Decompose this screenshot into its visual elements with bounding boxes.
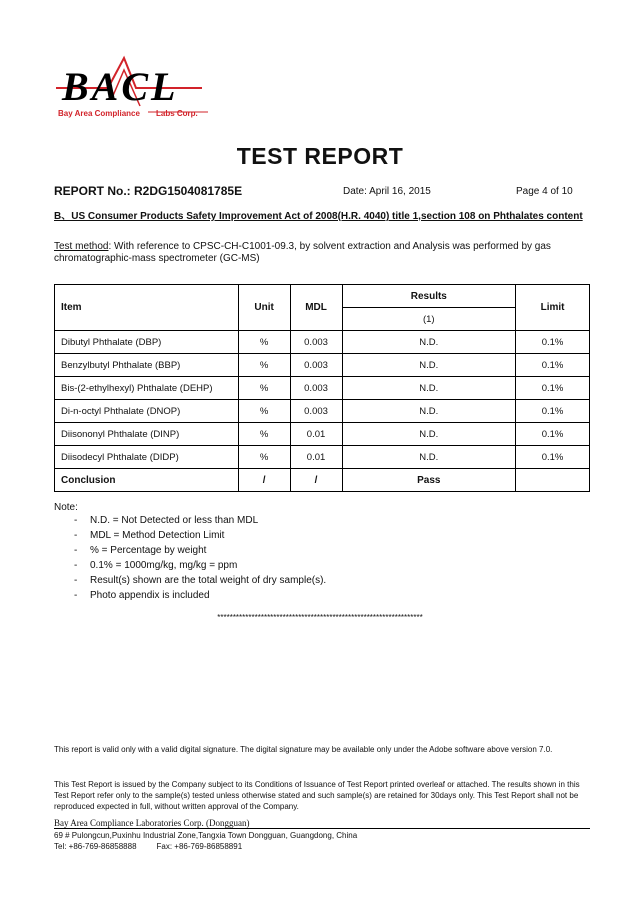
footer-divider	[54, 828, 590, 829]
footer-address: 69 # Pulongcun,Puxinhu Industrial Zone,Tangxia Town Dongguan, Guangdong, China	[54, 831, 358, 840]
conclusion-result: Pass	[342, 469, 516, 492]
svg-text:Bay Area Compliance: Bay Area Compliance	[58, 109, 140, 118]
cell-item: Di-n-octyl Phthalate (DNOP)	[55, 400, 239, 423]
note-item: - MDL = Method Detection Limit	[74, 530, 225, 541]
table-row	[55, 354, 590, 377]
cell-item: Benzylbutyl Phthalate (BBP)	[55, 354, 239, 377]
separator: ******************************************************************	[217, 613, 423, 622]
cell-item: Bis-(2-ethylhexyl) Phthalate (DEHP)	[55, 377, 239, 400]
table-row	[55, 400, 590, 423]
conclusion-label: Conclusion	[55, 469, 239, 492]
svg-text:BACL: BACL	[62, 64, 179, 109]
note-item: - % = Percentage by weight	[74, 545, 207, 556]
conclusion-mdl: /	[290, 469, 342, 492]
cell-unit: %	[238, 423, 290, 446]
test-method-label: Test method	[54, 241, 109, 252]
note-item: - Photo appendix is included	[74, 590, 210, 601]
note-item: - N.D. = Not Detected or less than MDL	[74, 515, 259, 526]
header-item: Item	[55, 285, 239, 331]
note-item: - Result(s) shown are the total weight of dry sample(s).	[74, 575, 327, 586]
disclaimer-signature: This report is valid only with a valid digital signature. The digital signature may be available only under the Adobe software above version 7.0.	[54, 745, 553, 754]
cell-limit: 0.1%	[516, 400, 590, 423]
header-unit: Unit	[238, 285, 290, 331]
cell-unit: %	[238, 377, 290, 400]
notes-list	[74, 513, 326, 603]
bacl-logo-mark	[52, 50, 212, 125]
cell-limit: 0.1%	[516, 446, 590, 469]
cell-unit: %	[238, 331, 290, 354]
footer-contact	[54, 842, 242, 851]
table-row	[55, 377, 590, 400]
test-method	[54, 241, 589, 265]
cell-limit: 0.1%	[516, 354, 590, 377]
report-number: REPORT No.: R2DG1504081785E	[54, 184, 243, 198]
cell-mdl: 0.003	[290, 354, 342, 377]
results-table	[54, 284, 590, 492]
report-date: Date: April 16, 2015	[343, 186, 431, 197]
table-header-row	[55, 285, 590, 308]
cell-result: N.D.	[342, 423, 516, 446]
note-label: Note:	[54, 502, 78, 513]
table-row	[55, 331, 590, 354]
cell-item: Dibutyl Phthalate (DBP)	[55, 331, 239, 354]
cell-result: N.D.	[342, 331, 516, 354]
cell-mdl: 0.003	[290, 400, 342, 423]
footer-fax: Fax: +86-769-86858891	[156, 842, 243, 851]
cell-mdl: 0.003	[290, 377, 342, 400]
cell-item: Diisononyl Phthalate (DINP)	[55, 423, 239, 446]
table-row	[55, 446, 590, 469]
cell-limit: 0.1%	[516, 331, 590, 354]
bacl-logo	[52, 50, 212, 125]
page-title: TEST REPORT	[236, 143, 404, 169]
disclaimer-conditions: This Test Report is issued by the Company subject to its Conditions of Issuance of Test Report printed overleaf or attached. The results shown in this Test Report refer only to the sample(s) tested unless otherwise stated and such sample(s) are retained for 30days only. This Test Report shall not be reproduced expected in full, without written approval of the Company.	[54, 780, 580, 811]
cell-unit: %	[238, 446, 290, 469]
cell-unit: %	[238, 400, 290, 423]
svg-text:Labs Corp.: Labs Corp.	[156, 109, 198, 118]
cell-unit: %	[238, 354, 290, 377]
conclusion-row	[55, 469, 590, 492]
footer-company: Bay Area Compliance Laboratories Corp. (Dongguan)	[54, 818, 250, 828]
header-results: Results	[342, 285, 516, 308]
cell-limit: 0.1%	[516, 423, 590, 446]
cell-item: Diisodecyl Phthalate (DIDP)	[55, 446, 239, 469]
cell-result: N.D.	[342, 377, 516, 400]
section-heading: B、US Consumer Products Safety Improvement Act of 2008(H.R. 4040) title 1,section 108 on Phthalates content	[54, 211, 583, 222]
cell-mdl: 0.003	[290, 331, 342, 354]
cell-result: N.D.	[342, 354, 516, 377]
cell-result: N.D.	[342, 446, 516, 469]
header-limit: Limit	[516, 285, 590, 331]
cell-mdl: 0.01	[290, 446, 342, 469]
conclusion-unit: /	[238, 469, 290, 492]
table-row	[55, 423, 590, 446]
cell-mdl: 0.01	[290, 423, 342, 446]
test-method-text: : With reference to CPSC-CH-C1001-09.3, by solvent extraction and Analysis was performed by gas chromatographic-mass spectrometer (GC-MS)	[54, 241, 551, 264]
header-mdl: MDL	[290, 285, 342, 331]
footer-tel: Tel: +86-769-86858888	[54, 842, 137, 851]
header-results-sub: (1)	[342, 308, 516, 331]
cell-result: N.D.	[342, 400, 516, 423]
page-number: Page 4 of 10	[516, 186, 573, 197]
note-item: - 0.1% = 1000mg/kg, mg/kg = ppm	[74, 560, 238, 571]
conclusion-limit	[516, 469, 590, 492]
cell-limit: 0.1%	[516, 377, 590, 400]
